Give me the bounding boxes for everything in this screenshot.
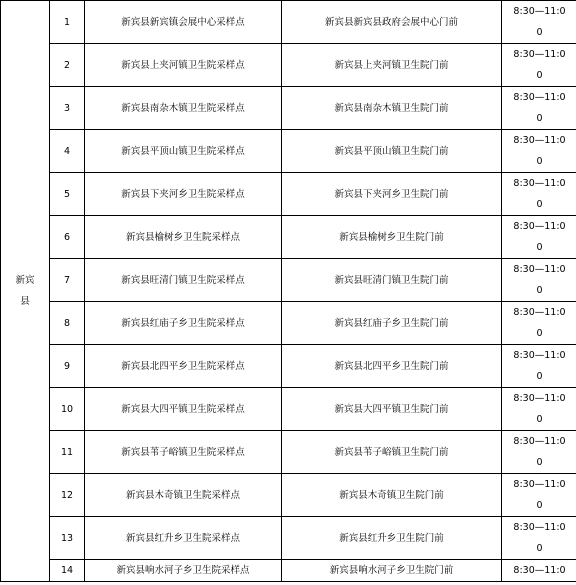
row-number: 3 — [50, 87, 85, 130]
sampling-site-name: 新宾县榆树乡卫生院采样点 — [85, 216, 282, 259]
sampling-site-address: 新宾县北四平乡卫生院门前 — [282, 345, 502, 388]
table-row — [1, 474, 576, 517]
service-hours-line2: 0 — [536, 27, 543, 38]
service-hours — [502, 560, 576, 582]
service-hours-line1: 8:30—11:0 — [513, 393, 566, 404]
service-hours-line1: 8:30—11:0 — [513, 6, 566, 17]
row-number: 11 — [50, 431, 85, 474]
service-hours-line1: 8:30—11:0 — [513, 264, 566, 275]
service-hours-line1: 8:30—11:0 — [513, 49, 566, 60]
sampling-site-name: 新宾县上夹河镇卫生院采样点 — [85, 44, 282, 87]
service-hours — [502, 87, 576, 130]
service-hours — [502, 216, 576, 259]
service-hours — [502, 130, 576, 173]
service-hours — [502, 345, 576, 388]
sampling-site-name: 新宾县旺清门镇卫生院采样点 — [85, 259, 282, 302]
table-row — [1, 345, 576, 388]
table-row — [1, 216, 576, 259]
sampling-site-address: 新宾县木奇镇卫生院门前 — [282, 474, 502, 517]
table-row — [1, 130, 576, 173]
service-hours-line1: 8:30—11:0 — [513, 350, 566, 361]
table-row — [1, 431, 576, 474]
row-number: 14 — [50, 560, 85, 582]
service-hours — [502, 431, 576, 474]
service-hours-line2: 0 — [536, 242, 543, 253]
sampling-site-name: 新宾县苇子峪镇卫生院采样点 — [85, 431, 282, 474]
row-number: 9 — [50, 345, 85, 388]
service-hours — [502, 259, 576, 302]
service-hours-line2: 0 — [536, 328, 543, 339]
row-number: 5 — [50, 173, 85, 216]
service-hours-line2: 0 — [536, 113, 543, 124]
sampling-site-address: 新宾县苇子峪镇卫生院门前 — [282, 431, 502, 474]
service-hours-line1: 8:30—11:0 — [513, 564, 566, 576]
county-cell — [1, 1, 50, 582]
row-number: 7 — [50, 259, 85, 302]
table-row — [1, 517, 576, 560]
sampling-site-address: 新宾县榆树乡卫生院门前 — [282, 216, 502, 259]
row-number: 4 — [50, 130, 85, 173]
sampling-site-address: 新宾县大四平镇卫生院门前 — [282, 388, 502, 431]
service-hours-line1: 8:30—11:0 — [513, 92, 566, 103]
sampling-site-address: 新宾县红升乡卫生院门前 — [282, 517, 502, 560]
service-hours-line1: 8:30—11:0 — [513, 436, 566, 447]
table-row — [1, 44, 576, 87]
table-row — [1, 87, 576, 130]
sampling-site-address: 新宾县平顶山镇卫生院门前 — [282, 130, 502, 173]
service-hours-line1: 8:30—11:0 — [513, 135, 566, 146]
row-number: 2 — [50, 44, 85, 87]
sampling-site-address: 新宾县上夹河镇卫生院门前 — [282, 44, 502, 87]
table-row — [1, 259, 576, 302]
service-hours — [502, 474, 576, 517]
row-number: 1 — [50, 1, 85, 44]
sampling-site-name: 新宾县北四平乡卫生院采样点 — [85, 345, 282, 388]
sampling-site-name: 新宾县响水河子乡卫生院采样点 — [85, 560, 282, 582]
service-hours-line2: 0 — [536, 414, 543, 425]
service-hours-line2: 0 — [536, 156, 543, 167]
sampling-site-address: 新宾县下夹河乡卫生院门前 — [282, 173, 502, 216]
service-hours — [502, 388, 576, 431]
row-number: 8 — [50, 302, 85, 345]
table-body — [1, 1, 576, 582]
service-hours-line2: 0 — [536, 199, 543, 210]
sampling-site-address: 新宾县响水河子乡卫生院门前 — [282, 560, 502, 582]
service-hours-line2: 0 — [536, 70, 543, 81]
table-row — [1, 560, 576, 582]
sampling-site-name: 新宾县大四平镇卫生院采样点 — [85, 388, 282, 431]
service-hours — [502, 517, 576, 560]
table-row — [1, 388, 576, 431]
service-hours — [502, 173, 576, 216]
sampling-site-name: 新宾县红升乡卫生院采样点 — [85, 517, 282, 560]
sampling-site-address: 新宾县南杂木镇卫生院门前 — [282, 87, 502, 130]
sampling-site-name: 新宾县平顶山镇卫生院采样点 — [85, 130, 282, 173]
county-name: 新宾 — [15, 275, 35, 286]
row-number: 6 — [50, 216, 85, 259]
sampling-site-name: 新宾县木奇镇卫生院采样点 — [85, 474, 282, 517]
service-hours-line2: 0 — [536, 543, 543, 554]
service-hours-line2: 0 — [536, 285, 543, 296]
table-row — [1, 302, 576, 345]
sampling-site-address: 新宾县新宾县政府会展中心门前 — [282, 1, 502, 44]
sampling-site-name: 新宾县南杂木镇卫生院采样点 — [85, 87, 282, 130]
table-row — [1, 173, 576, 216]
service-hours — [502, 44, 576, 87]
table-row — [1, 1, 576, 44]
row-number: 13 — [50, 517, 85, 560]
row-number: 10 — [50, 388, 85, 431]
county-name-suffix: 县 — [20, 296, 30, 307]
sampling-site-address: 新宾县红庙子乡卫生院门前 — [282, 302, 502, 345]
service-hours-line1: 8:30—11:0 — [513, 178, 566, 189]
row-number: 12 — [50, 474, 85, 517]
service-hours-line1: 8:30—11:0 — [513, 221, 566, 232]
service-hours-line1: 8:30—11:0 — [513, 479, 566, 490]
service-hours-line1: 8:30—11:0 — [513, 307, 566, 318]
sampling-site-name: 新宾县红庙子乡卫生院采样点 — [85, 302, 282, 345]
service-hours-line2: 0 — [536, 371, 543, 382]
sampling-site-address: 新宾县旺清门镇卫生院门前 — [282, 259, 502, 302]
sampling-site-name: 新宾县新宾镇会展中心采样点 — [85, 1, 282, 44]
service-hours — [502, 302, 576, 345]
service-hours-line2: 0 — [536, 457, 543, 468]
sampling-site-name: 新宾县下夹河乡卫生院采样点 — [85, 173, 282, 216]
service-hours-line2: 0 — [536, 500, 543, 511]
service-hours-line1: 8:30—11:0 — [513, 522, 566, 533]
service-hours — [502, 1, 576, 44]
